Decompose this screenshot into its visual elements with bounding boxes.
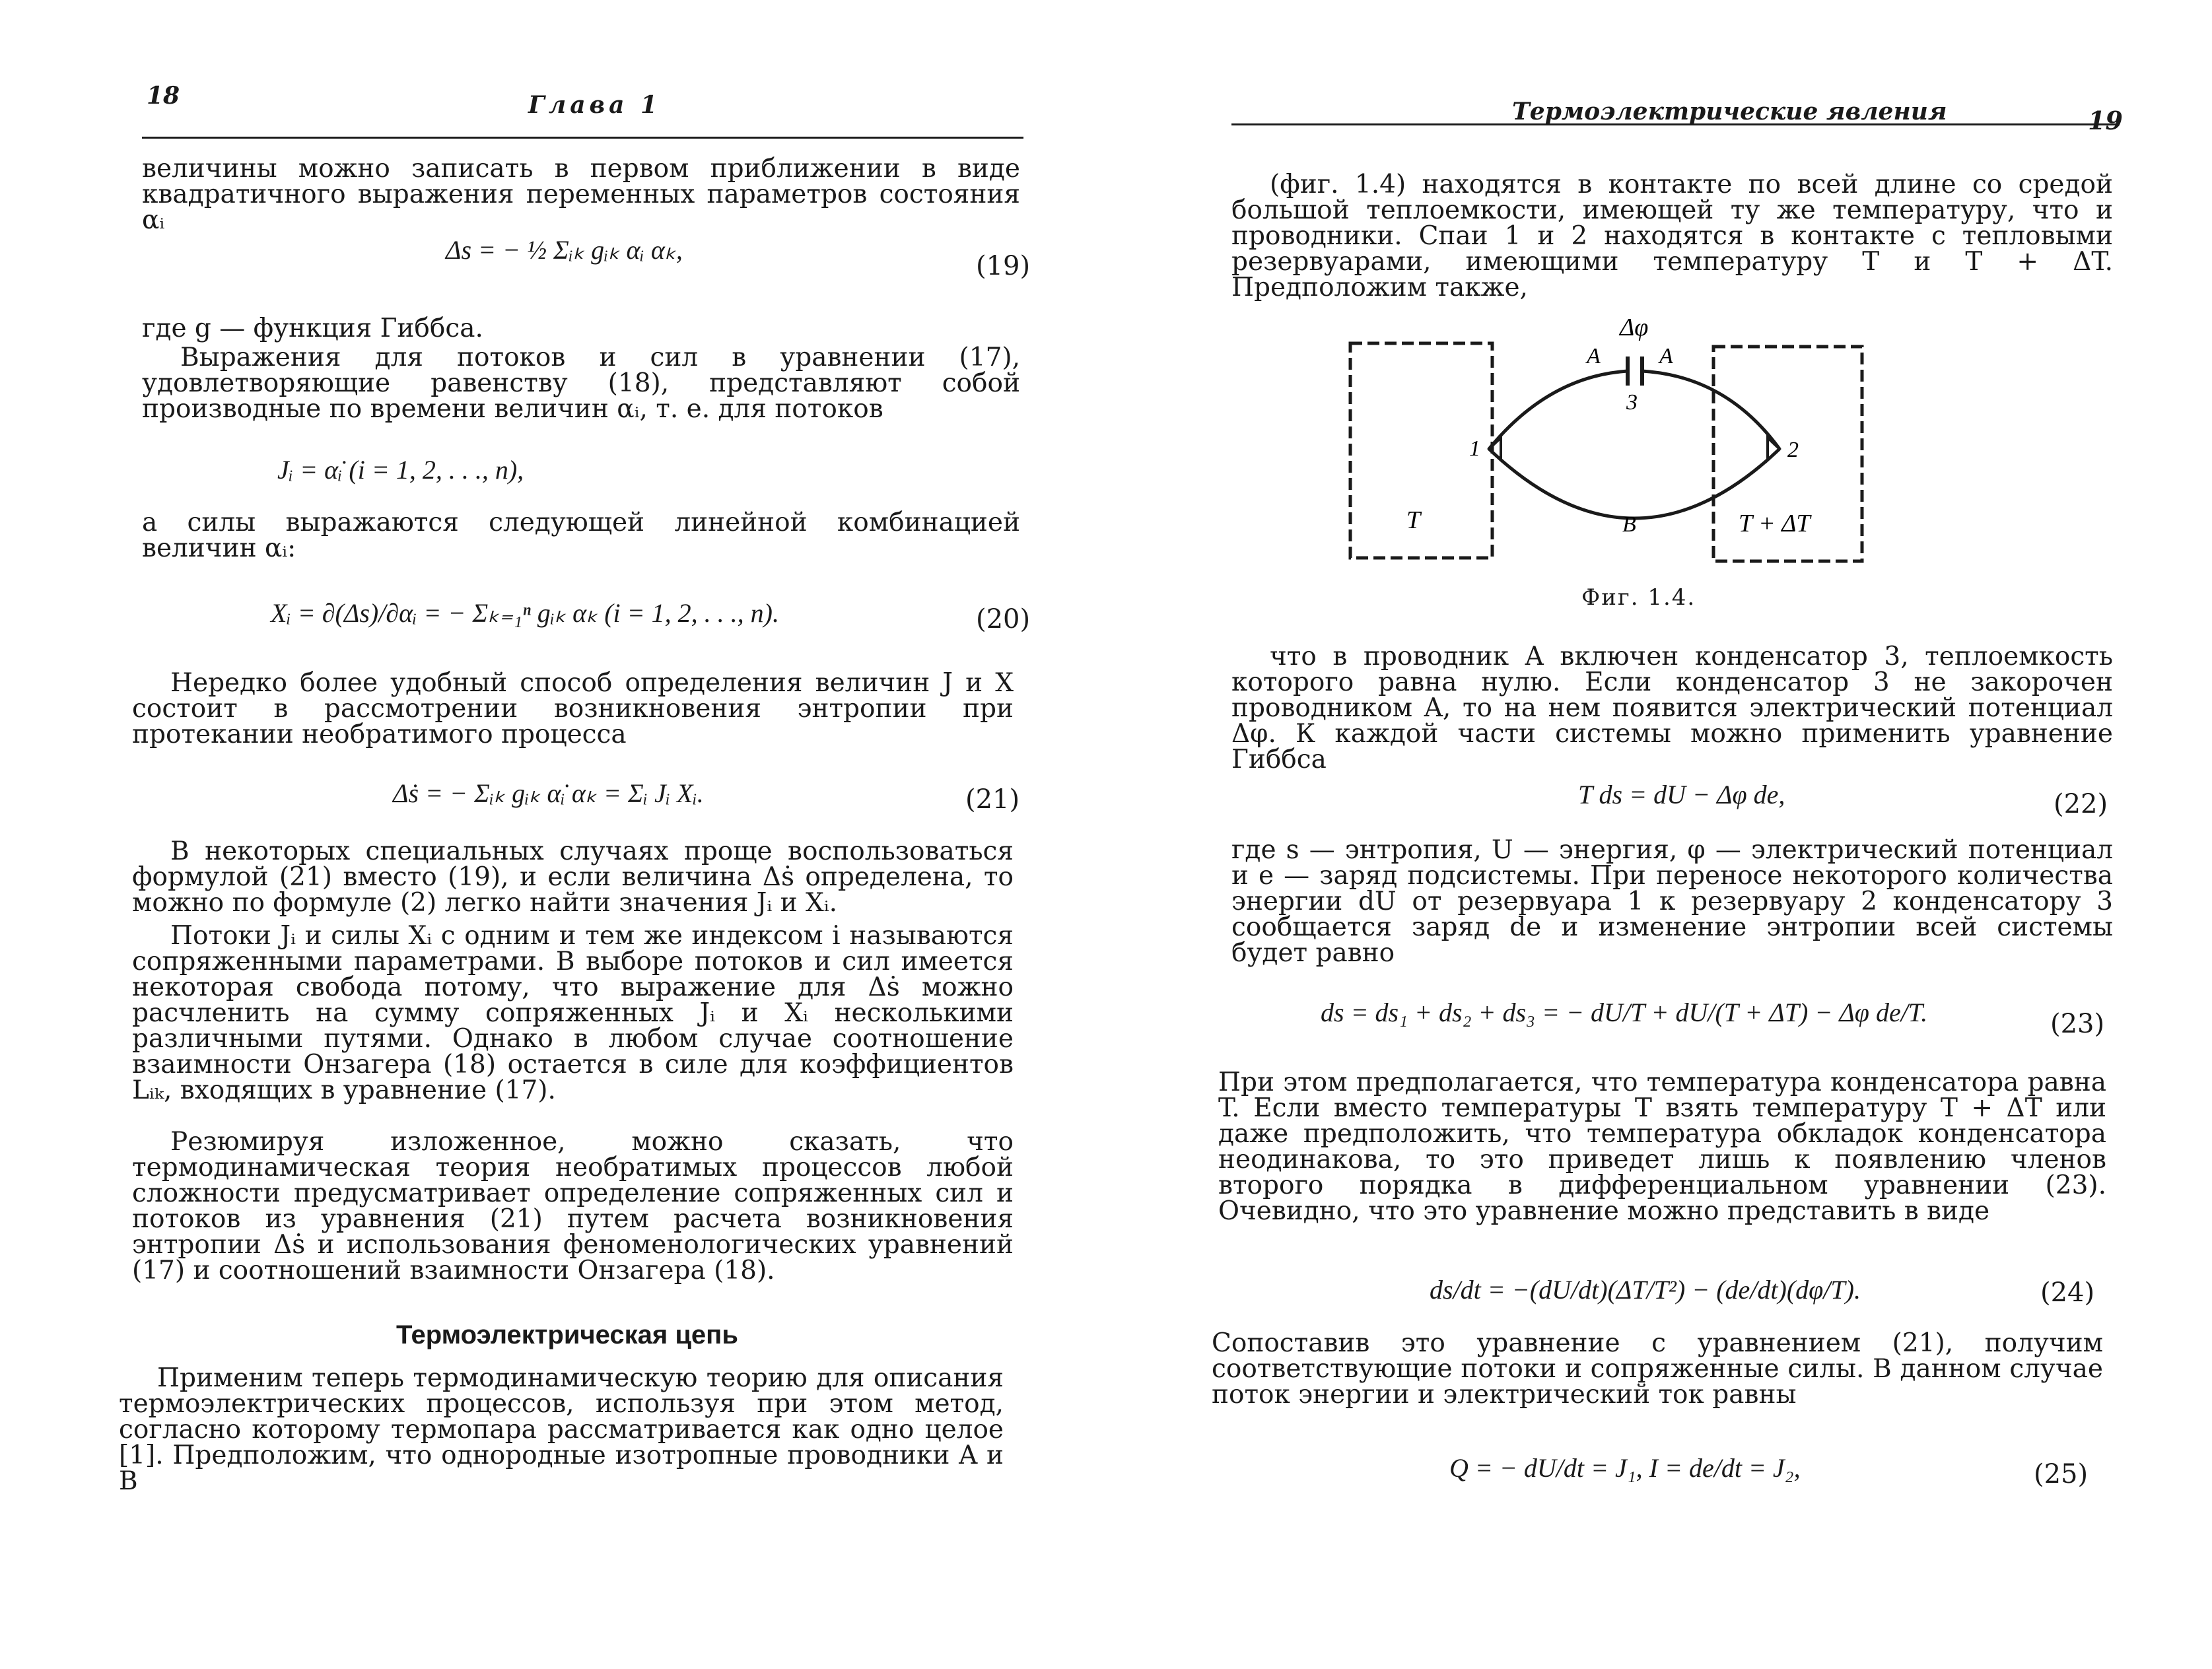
delta-phi-label: Δφ bbox=[1620, 314, 1649, 341]
equation-22: T ds = dU − Δφ de, bbox=[1578, 780, 1785, 809]
equation-21: Δṡ = − Σᵢₖ gᵢₖ α̇ᵢ αₖ = Σᵢ Jᵢ Xᵢ. bbox=[393, 778, 704, 808]
right-page bbox=[1106, 0, 2212, 1669]
conductor-a-left bbox=[1489, 371, 1628, 449]
equation-number: (20) bbox=[976, 604, 1031, 634]
figure-caption: Фиг. 1.4. bbox=[1581, 584, 1696, 611]
label-junction-2: 2 bbox=[1787, 438, 1799, 462]
paragraph: Выражения для потоков и сил в уравнении (17), удовлетворяющие равенству (18), представляют собой производные по времени величин αᵢ, т. е. для потоков bbox=[142, 343, 1020, 424]
equation-24: ds/dt = −(dU/dt)(ΔT/T²) − (de/dt)(dφ/T). bbox=[1430, 1275, 1861, 1305]
equation-25: Q = − dU/dt = J₁, I = de/dt = J₂, bbox=[1449, 1453, 1801, 1483]
paragraph: что в проводник A включен конденсатор 3, теплоемкость которого равна нулю. Если конденсатор 3 не закорочен проводником A, то на нем появится электрический потенциал Δφ. К каждой части системы можно применить уравнение Гиббса bbox=[1231, 642, 2113, 774]
page-number: 18 bbox=[147, 82, 180, 110]
label-b: B bbox=[1622, 512, 1636, 537]
label-junction-1: 1 bbox=[1469, 436, 1480, 461]
equation-number: (22) bbox=[2054, 789, 2108, 819]
equation-20: Xᵢ = ∂(Δs)/∂αᵢ = − Σₖ₌₁ⁿ gᵢₖ αₖ (i = 1, 2, . . ., n). bbox=[271, 598, 779, 628]
paragraph: величины можно записать в первом приближении в виде квадратичного выражения переменных параметров состояния αᵢ bbox=[142, 154, 1020, 235]
paragraph: Потоки Jᵢ и силы Xᵢ с одним и тем же индексом i называются сопряженными параметрами. В выборе потоков и сил имеется некоторая свобода потому, что выражение для Δṡ можно расчленить на сумму сопряженных Jᵢ и Xᵢ несколькими различными путями. Однако в любом случае соотношение взаимности Онзагера (18) остается в силе для коэффициентов Lᵢₖ, входящих в уравнение (17). bbox=[132, 921, 1014, 1105]
paragraph: а силы выражаются следующей линейной комбинацией величин αᵢ: bbox=[142, 508, 1020, 563]
equation-19: Δs = − ½ Σᵢₖ gᵢₖ αᵢ αₖ, bbox=[446, 235, 683, 265]
paragraph: (фиг. 1.4) находятся в контакте по всей длине со средой большой теплоемкости, имеющей ту же температуру, что и проводники. Спаи 1 и 2 находятся в контакте с тепловыми резервуарами, имеющими температуру T и T + ΔT. Предположим также, bbox=[1231, 170, 2113, 302]
conductor-a-right bbox=[1642, 371, 1780, 449]
running-head: Термоэлектрические явления bbox=[1512, 98, 1947, 125]
paragraph: где s — энтропия, U — энергия, φ — электрический потенциал и e — заряд подсистемы. При переносе некоторого количества энергии dU от резервуара 1 к резервуару 2 конденсатору 3 сообщается заряд de и изменение энтропии всей системы будет равно bbox=[1231, 835, 2113, 968]
label-a-right: A bbox=[1659, 344, 1673, 368]
label-a-left: A bbox=[1587, 344, 1601, 368]
page-number: 19 bbox=[2088, 106, 2123, 135]
label-t-delta: T + ΔT bbox=[1739, 510, 1811, 537]
thermocouple-diagram bbox=[1337, 310, 1865, 574]
equation-number: (21) bbox=[965, 784, 1020, 815]
equation-number: (24) bbox=[2040, 1277, 2095, 1308]
section-title: Термоэлектрическая цепь bbox=[396, 1320, 738, 1349]
paragraph: В некоторых специальных случаях проще воспользоваться формулой (21) вместо (19), и если величина Δṡ определена, то можно по формуле (2) легко найти значения Jᵢ и Xᵢ. bbox=[132, 836, 1014, 918]
equation-number: (19) bbox=[976, 251, 1031, 281]
paragraph: Применим теперь термодинамическую теорию для описания термоэлектрических процессов, используя при этом метод, согласно которому термопара рассматривается как одно целое [1]. Предположим, что однородные изотропные проводники A и B bbox=[119, 1363, 1004, 1496]
paragraph: Резюмируя изложенное, можно сказать, что термодинамическая теория необратимых процессов любой сложности предусматривает определение сопряженных сил и потоков из уравнения (21) путем расчета возникновения энтропии Δṡ и использования феноменологических уравнений (17) и соотношений взаимности Онзагера (18). bbox=[132, 1127, 1014, 1285]
paragraph: Сопоставив это уравнение с уравнением (21), получим соответствующие потоки и сопряженные силы. В данном случае поток энергии и электрический ток равны bbox=[1212, 1328, 2103, 1410]
conductor-b bbox=[1489, 449, 1780, 518]
paragraph: Нередко более удобный способ определения величин J и X состоит в рассмотрении возникновения энтропии при протекании необратимого процесса bbox=[132, 668, 1014, 749]
running-head: Глава 1 bbox=[528, 91, 662, 119]
label-t: T bbox=[1406, 506, 1421, 534]
paragraph: При этом предполагается, что температура конденсатора равна T. Если вместо температуры T взять температуру T + ΔT или даже предположить, что температура обкладок конденсатора неодинакова, то это приведет лишь к появлению членов второго порядка в дифференциальном уравнении (23). Очевидно, что это уравнение можно представить в виде bbox=[1218, 1068, 2106, 1226]
equation-flux: Jᵢ = α̇ᵢ (i = 1, 2, . . ., n), bbox=[277, 455, 524, 485]
equation-23: ds = ds₁ + ds₂ + ds₃ = − dU/T + dU/(T + ΔT) − Δφ de/T. bbox=[1321, 998, 1928, 1027]
paragraph: где g — функция Гиббса. bbox=[142, 314, 483, 343]
equation-number: (23) bbox=[2050, 1009, 2105, 1039]
label-capacitor: 3 bbox=[1626, 390, 1638, 415]
equation-number: (25) bbox=[2034, 1459, 2089, 1489]
header-rule bbox=[142, 137, 1023, 139]
